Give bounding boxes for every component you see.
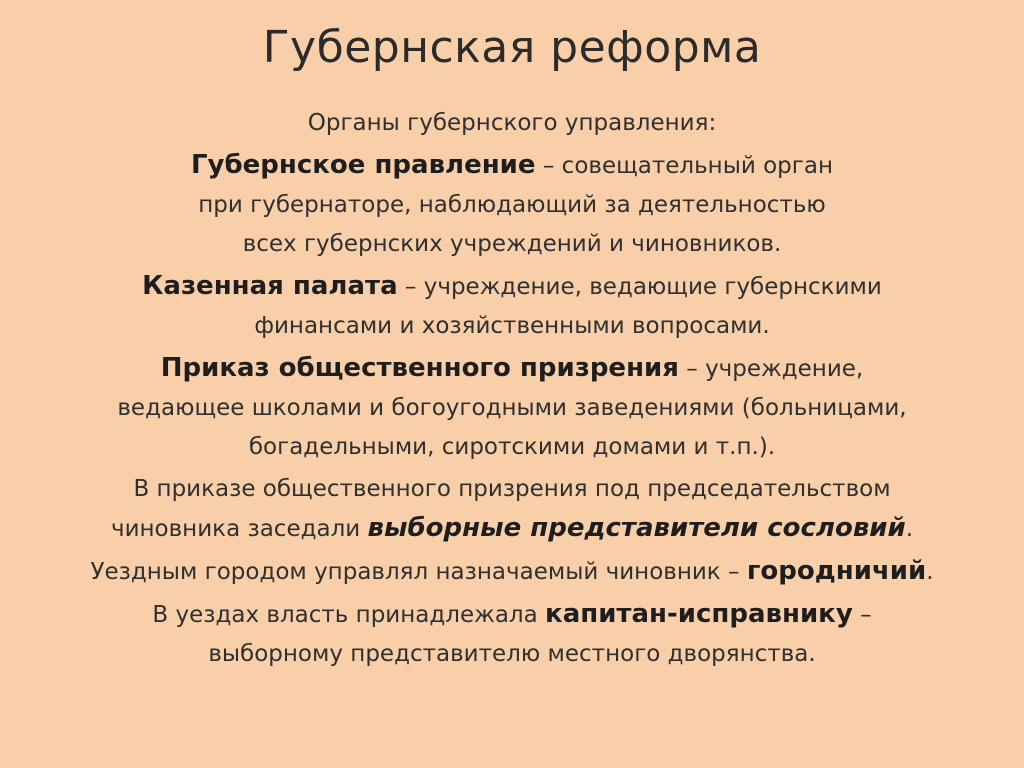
gubernskoe-pravlenie-paragraph	[10, 146, 1014, 264]
gubernskoe-line-1	[10, 146, 1014, 186]
vybornye-emphasis: выборные представители сословий	[367, 513, 906, 543]
vybornye-line-1: В приказе общественного призрения под председательством	[133, 476, 891, 502]
kapitan-text: В уездах власть принадлежала	[152, 602, 546, 628]
prikaz-line-1	[10, 349, 1014, 389]
kazennaya-palata-paragraph	[10, 267, 1014, 346]
intro-paragraph	[10, 104, 1014, 143]
kapitan-paragraph	[10, 595, 1014, 674]
slide-title: Губернская реформа	[262, 22, 762, 73]
gorodnichiy-text: Уездным городом управлял назначаемый чиновник –	[90, 559, 747, 585]
kapitan-line-1-end: –	[852, 602, 872, 628]
prikaz-line-3: богадельными, сиротскими домами и т.п.).	[248, 434, 776, 460]
vybornye-line-2-start: чиновника заседали	[110, 516, 368, 542]
gubernskoe-desc-1: – совещательный орган	[535, 153, 833, 179]
gorodnichiy-end: .	[926, 559, 934, 585]
kazennaya-term: Казенная палата	[142, 271, 398, 301]
intro-text: Органы губернского управления:	[307, 110, 717, 136]
prikaz-line-2: ведающее школами и богоугодными заведениями (больницами,	[117, 395, 907, 421]
vybornye-line-2	[10, 509, 1014, 549]
kapitan-line-2: выборному представителю местного дворянства.	[208, 641, 816, 667]
gubernskoe-line-3: всех губернских учреждений и чиновников.	[242, 231, 782, 257]
slide-body	[10, 104, 1014, 677]
kazennaya-line-1	[10, 267, 1014, 307]
prikaz-desc-1: – учреждение,	[678, 356, 864, 382]
gorodnichiy-paragraph	[10, 552, 1014, 592]
vybornye-paragraph	[10, 470, 1014, 549]
gubernskoe-term: Губернское правление	[190, 150, 536, 180]
vybornye-line-2-end: .	[905, 516, 914, 542]
gubernskoe-line-2: при губернаторе, наблюдающий за деятельностью	[198, 192, 826, 218]
kazennaya-line-2: финансами и хозяйственными вопросами.	[254, 313, 770, 339]
kapitan-term: капитан-исправнику	[545, 599, 853, 629]
gorodnichiy-line-1	[10, 552, 1014, 592]
gorodnichiy-term: городничий	[746, 556, 927, 586]
prikaz-term: Приказ общественного призрения	[160, 353, 679, 383]
kazennaya-desc-1: – учреждение, ведающие губернскими	[397, 274, 882, 300]
kapitan-line-1	[10, 595, 1014, 635]
prikaz-paragraph	[10, 349, 1014, 467]
